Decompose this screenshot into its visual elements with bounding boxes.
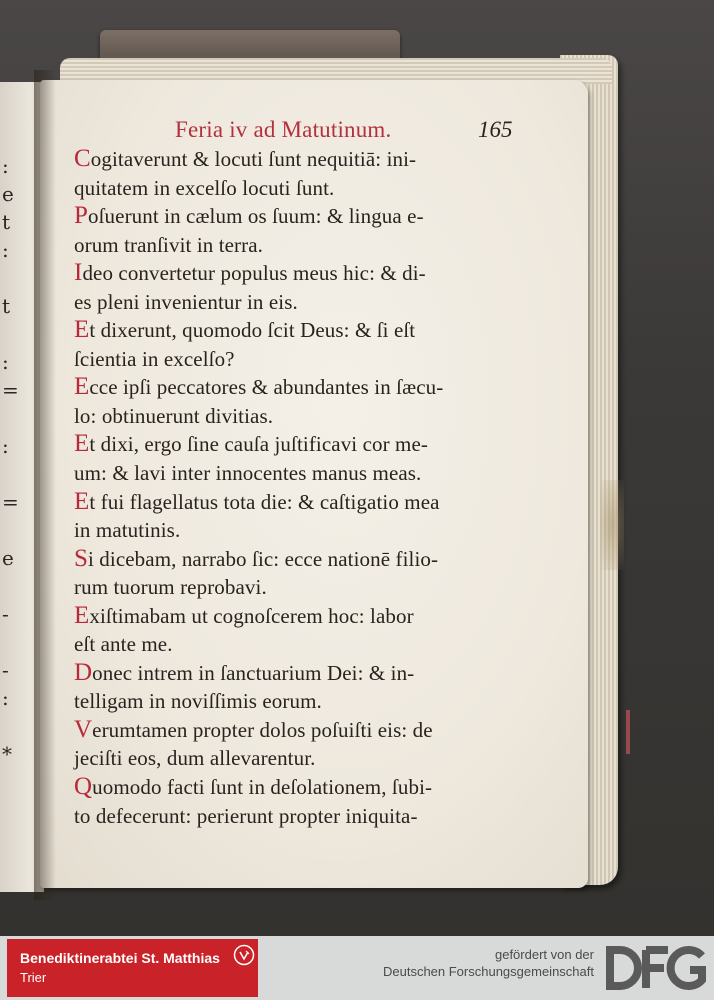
text-line bbox=[74, 373, 524, 402]
line-text: oſuerunt in cælum os ſuum: & lingua e- bbox=[88, 204, 424, 229]
rubricated-initial: E bbox=[74, 430, 90, 458]
line-text: t fui flagellatus tota die: & caſtigatio mea bbox=[89, 489, 440, 514]
abbey-logo-icon bbox=[233, 944, 255, 966]
rubricated-initial: E bbox=[74, 316, 90, 344]
page-number: 165 bbox=[478, 117, 513, 142]
rubricated-initial: P bbox=[74, 202, 89, 230]
rubricated-initial: E bbox=[74, 373, 90, 401]
rubricated-initial: D bbox=[74, 658, 93, 686]
funding-note bbox=[383, 946, 594, 980]
line-text: cce ipſi peccatores & abundantes in ſæcu- bbox=[89, 375, 444, 400]
rubricated-initial: I bbox=[74, 259, 83, 287]
line-text: es pleni invenientur in eis. bbox=[74, 289, 298, 314]
text-line bbox=[74, 716, 524, 745]
rubricated-initial: V bbox=[74, 715, 93, 743]
text-line bbox=[74, 145, 524, 174]
line-text: eſt ante me. bbox=[74, 632, 173, 657]
institution-city: Trier bbox=[20, 970, 47, 985]
line-text: to defecerunt: perierunt propter iniquita- bbox=[74, 803, 418, 828]
line-text: um: & lavi inter innocentes manus meas. bbox=[74, 461, 422, 486]
text-line bbox=[74, 773, 524, 802]
rubricated-initial: E bbox=[74, 601, 90, 629]
text-line bbox=[74, 659, 524, 688]
line-text: lo: obtinuerunt divitias. bbox=[74, 403, 274, 428]
text-line bbox=[74, 259, 524, 288]
text-line bbox=[74, 174, 524, 203]
line-text: quitatem in excelſo locuti ſunt. bbox=[74, 175, 335, 200]
institution-badge[interactable] bbox=[7, 939, 258, 997]
left-facing-page: : e t : t : = : = e - - : * bbox=[0, 82, 44, 892]
line-text: ſcientia in excelſo? bbox=[74, 346, 235, 371]
line-text: xiſtimabam ut cognoſcerem hoc: labor bbox=[89, 603, 414, 628]
page-stain bbox=[600, 480, 624, 570]
line-text: ogitaverunt & locuti ſunt nequitiā: ini- bbox=[90, 147, 417, 171]
text-line bbox=[74, 488, 524, 517]
text-line bbox=[74, 802, 524, 831]
text-line bbox=[74, 516, 524, 545]
rubricated-initial: C bbox=[74, 145, 91, 172]
text-line bbox=[74, 288, 524, 317]
text-line bbox=[74, 345, 524, 374]
line-text: onec intrem in ſanctuarium Dei: & in- bbox=[92, 660, 415, 685]
text-line bbox=[74, 402, 524, 431]
text-line bbox=[74, 602, 524, 631]
text-line bbox=[74, 630, 524, 659]
line-text: in matutinis. bbox=[74, 518, 181, 543]
text-line bbox=[74, 573, 524, 602]
text-line bbox=[74, 744, 524, 773]
gutter-shadow bbox=[34, 70, 56, 900]
institution-name: Benediktinerabtei St. Matthias bbox=[20, 950, 220, 966]
text-line bbox=[74, 202, 524, 231]
running-header: Feria iv ad Matutinum. bbox=[175, 117, 392, 142]
line-text: orum tranſivit in terra. bbox=[74, 232, 264, 257]
text-line bbox=[74, 687, 524, 716]
line-text: telligam in noviſſimis eorum. bbox=[74, 689, 322, 714]
rubricated-initial: E bbox=[74, 487, 90, 515]
funding-line-1: gefördert von der bbox=[494, 947, 594, 962]
line-text: uomodo facti ſunt in deſolationem, ſubi- bbox=[92, 775, 433, 800]
line-text: erumtamen propter dolos poſuiſti eis: de bbox=[92, 717, 433, 742]
line-text: t dixerunt, quomodo ſcit Deus: & ſi eſt bbox=[89, 318, 416, 343]
rubricated-initial: S bbox=[74, 544, 89, 572]
text-line bbox=[74, 430, 524, 459]
line-text: deo convertetur populus meus hic: & di- bbox=[82, 261, 426, 286]
line-text: i dicebam, narrabo ſic: ecce nationē filio- bbox=[88, 546, 439, 571]
psalm-text bbox=[74, 145, 524, 830]
line-text: t dixi, ergo ſine cauſa juſtificavi cor me- bbox=[89, 432, 429, 457]
dfg-logo-icon[interactable] bbox=[604, 944, 708, 992]
funding-line-2: Deutschen Forschungsgemeinschaft bbox=[382, 964, 594, 979]
text-line bbox=[74, 459, 524, 488]
red-edge-mark bbox=[626, 710, 630, 754]
line-text: rum tuorum reprobavi. bbox=[74, 575, 267, 600]
text-line bbox=[74, 231, 524, 260]
rubricated-initial: Q bbox=[74, 773, 93, 801]
text-line bbox=[74, 316, 524, 345]
text-line bbox=[74, 545, 524, 574]
line-text: jeciſti eos, dum allevarentur. bbox=[74, 746, 316, 771]
